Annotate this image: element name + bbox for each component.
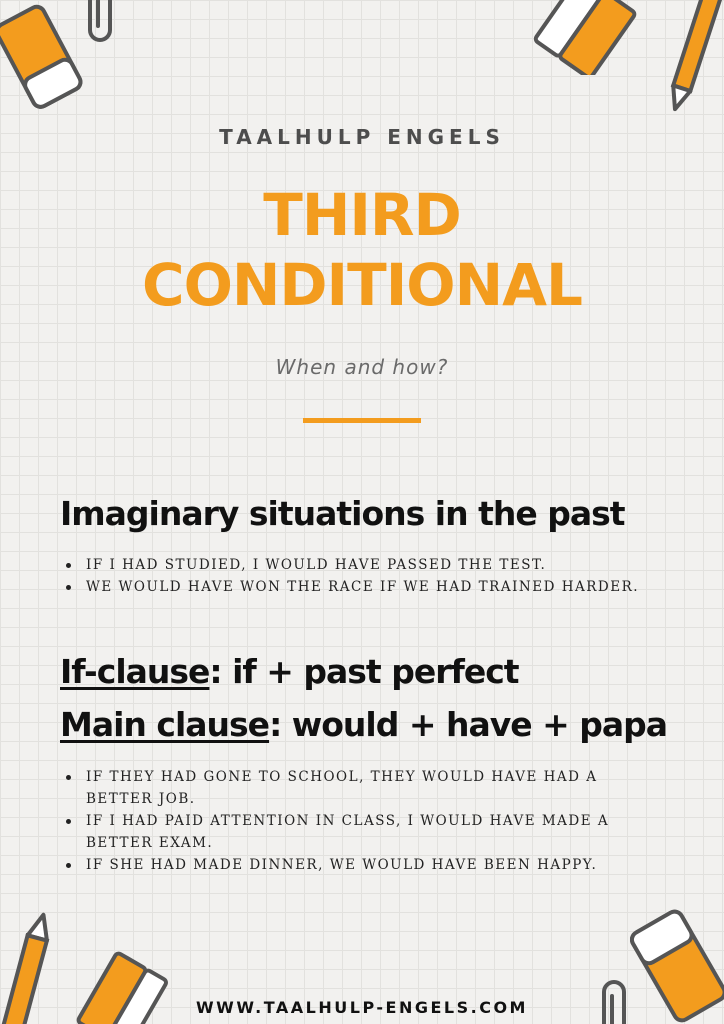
- list-item: IF I HAD STUDIED, I WOULD HAVE PASSED THE TEST.: [82, 554, 702, 576]
- paperclip-icon: [78, 0, 128, 50]
- list-item: WE WOULD HAVE WON THE RACE IF WE HAD TRAINED HARDER.: [82, 576, 702, 598]
- highlighter-icon: [530, 0, 650, 75]
- main-clause-label: Main clause: [60, 705, 270, 744]
- if-clause-rule: [60, 652, 519, 691]
- website-url: WWW.TAALHULP-ENGELS.COM: [196, 998, 528, 1017]
- divider: [303, 418, 421, 423]
- title-line-1: THIRD: [263, 181, 461, 249]
- brand-name: TAALHULP ENGELS: [219, 125, 505, 149]
- page-title: [0, 180, 724, 320]
- section-heading-imaginary: Imaginary situations in the past: [60, 494, 625, 533]
- main-clause-formula: : would + have + papa: [269, 705, 668, 744]
- pencil-icon: [660, 0, 724, 120]
- title-line-2: CONDITIONAL: [142, 251, 582, 319]
- main-clause-rule: [60, 705, 667, 744]
- subtitle: When and how?: [275, 355, 449, 379]
- if-clause-formula: : if + past perfect: [209, 652, 519, 691]
- if-clause-label: If-clause: [60, 652, 210, 691]
- eraser-icon: [0, 0, 90, 120]
- example-list-2: [82, 766, 662, 876]
- example-list-1: [82, 554, 702, 598]
- list-item: IF THEY HAD GONE TO SCHOOL, THEY WOULD HAVE HAD A BETTER JOB.: [82, 766, 662, 810]
- list-item: IF SHE HAD MADE DINNER, WE WOULD HAVE BEEN HAPPY.: [82, 854, 662, 876]
- list-item: IF I HAD PAID ATTENTION IN CLASS, I WOULD HAVE MADE A BETTER EXAM.: [82, 810, 662, 854]
